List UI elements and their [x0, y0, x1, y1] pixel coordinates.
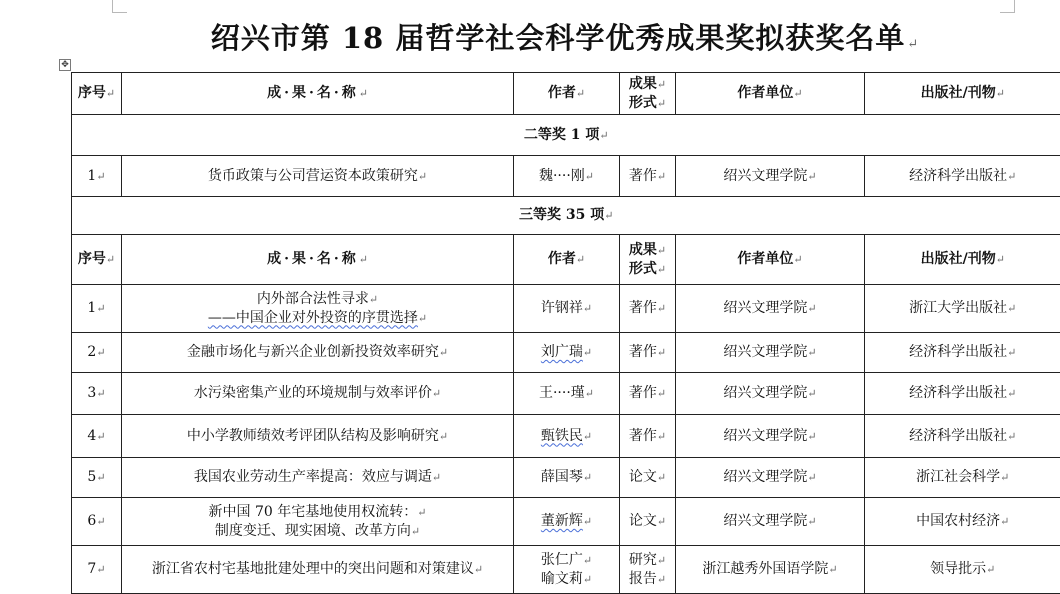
cell-name: 内外部合法性寻求↵ ——中国企业对外投资的序贯选择↵ [122, 285, 514, 333]
header-cell-publisher: 出版社/刊物↵ [865, 73, 1060, 115]
table-header-row [72, 73, 1060, 115]
cell-no: 1↵ [72, 156, 122, 197]
header-cell-name: 成·果·名·称↵ [122, 73, 514, 115]
table-row [72, 156, 1060, 197]
cell-no: 6↵ [72, 498, 122, 546]
cell-author: 魏····刚↵ [514, 156, 620, 197]
cell-form: 著作↵ [620, 156, 676, 197]
header-cell-no: 序号↵ [72, 73, 122, 115]
cell-unit: 绍兴文理学院↵ [676, 333, 865, 373]
table-row [72, 458, 1060, 498]
cell-no: 1↵ [72, 285, 122, 333]
header-cell-no: 序号↵ [72, 235, 122, 285]
cell-unit: 绍兴文理学院↵ [676, 458, 865, 498]
cell-name: 货币政策与公司营运资本政策研究↵ [122, 156, 514, 197]
cell-form: 著作↵ [620, 333, 676, 373]
cell-form: 论文↵ [620, 498, 676, 546]
cell-no: 2↵ [72, 333, 122, 373]
section-row-second-prize [72, 115, 1060, 156]
header-cell-name: 成·果·名·称↵ [122, 235, 514, 285]
cell-publisher: 经济科学出版社↵ [865, 156, 1060, 197]
table-row [72, 415, 1060, 458]
header-cell-publisher: 出版社/刊物↵ [865, 235, 1060, 285]
cell-unit: 绍兴文理学院↵ [676, 285, 865, 333]
cell-author: 甄铁民↵ [514, 415, 620, 458]
cell-name: 水污染密集产业的环境规制与效率评价↵ [122, 373, 514, 415]
document-title [0, 16, 1060, 57]
cell-author: 张仁广↵ 喻文莉↵ [514, 546, 620, 594]
cell-unit: 绍兴文理学院↵ [676, 498, 865, 546]
cell-author: 刘广瑞↵ [514, 333, 620, 373]
cell-unit: 绍兴文理学院↵ [676, 156, 865, 197]
section-row-third-prize [72, 197, 1060, 235]
cell-form: 研究↵ 报告↵ [620, 546, 676, 594]
cell-name: 中小学教师绩效考评团队结构及影响研究↵ [122, 415, 514, 458]
cell-no: 4↵ [72, 415, 122, 458]
cell-name: 金融市场化与新兴企业创新投资效率研究↵ [122, 333, 514, 373]
cell-name: 我国农业劳动生产率提高：效应与调适↵ [122, 458, 514, 498]
section-label: 三等奖 35 项↵ [72, 197, 1060, 235]
cell-publisher: 经济科学出版社↵ [865, 333, 1060, 373]
table-row [72, 285, 1060, 333]
table-row [72, 373, 1060, 415]
section-label: 二等奖 1 项↵ [72, 115, 1060, 156]
table-row [72, 333, 1060, 373]
cell-form: 论文↵ [620, 458, 676, 498]
cell-publisher: 经济科学出版社↵ [865, 373, 1060, 415]
header-cell-unit: 作者单位↵ [676, 73, 865, 115]
header-cell-form: 成果↵ 形式↵ [620, 235, 676, 285]
cell-publisher: 领导批示↵ [865, 546, 1060, 594]
header-cell-unit: 作者单位↵ [676, 235, 865, 285]
cell-publisher: 浙江社会科学↵ [865, 458, 1060, 498]
cell-author: 许钢祥↵ [514, 285, 620, 333]
cell-unit: 绍兴文理学院↵ [676, 415, 865, 458]
cell-form: 著作↵ [620, 285, 676, 333]
table-row [72, 546, 1060, 594]
cell-author: 董新辉↵ [514, 498, 620, 546]
cell-publisher: 经济科学出版社↵ [865, 415, 1060, 458]
document-title-text: 绍兴市第 18 届哲学社会科学优秀成果奖拟获奖名单 [211, 21, 906, 55]
cell-unit: 浙江越秀外国语学院↵ [676, 546, 865, 594]
cell-unit: 绍兴文理学院↵ [676, 373, 865, 415]
table-row [72, 498, 1060, 546]
cell-no: 7↵ [72, 546, 122, 594]
page-corner-mark-right [1000, 0, 1015, 13]
cell-no: 3↵ [72, 373, 122, 415]
cell-form: 著作↵ [620, 373, 676, 415]
cell-publisher: 中国农村经济↵ [865, 498, 1060, 546]
page-corner-mark-left [112, 0, 127, 13]
header-cell-author: 作者↵ [514, 235, 620, 285]
header-cell-author: 作者↵ [514, 73, 620, 115]
cell-no: 5↵ [72, 458, 122, 498]
table-move-handle-icon[interactable]: ✥ [59, 59, 71, 71]
cell-name: 浙江省农村宅基地批建处理中的突出问题和对策建议↵ [122, 546, 514, 594]
cell-author: 王····瑾↵ [514, 373, 620, 415]
header-cell-form: 成果↵ 形式↵ [620, 73, 676, 115]
cell-author: 薛国琴↵ [514, 458, 620, 498]
paragraph-mark: ↵ [907, 37, 919, 52]
cell-name: 新中国 70 年宅基地使用权流转：↵ 制度变迁、现实困境、改革方向↵ [122, 498, 514, 546]
cell-form: 著作↵ [620, 415, 676, 458]
award-table [71, 72, 1060, 594]
cell-publisher: 浙江大学出版社↵ [865, 285, 1060, 333]
table-header-row [72, 235, 1060, 285]
